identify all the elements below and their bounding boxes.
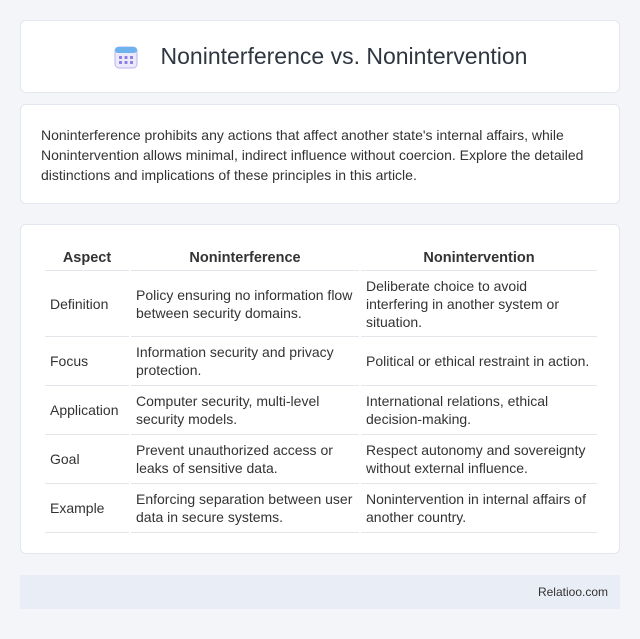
table-row xyxy=(45,271,597,337)
header-noninterference: Noninterference xyxy=(131,245,359,271)
footer xyxy=(20,575,620,609)
table-row xyxy=(45,435,597,484)
row-aspect: Example xyxy=(45,484,129,533)
row-noninterference: Policy ensuring no information flow between security domains. xyxy=(131,271,359,337)
title-card xyxy=(20,20,620,93)
row-nonintervention: Respect autonomy and sovereignty without external influence. xyxy=(361,435,597,484)
table-row xyxy=(45,386,597,435)
intro-card xyxy=(20,104,620,204)
header-aspect: Aspect xyxy=(45,245,129,271)
row-nonintervention: Nonintervention in internal affairs of another country. xyxy=(361,484,597,533)
table-header-row xyxy=(45,245,597,271)
comparison-table-card xyxy=(20,224,620,554)
row-noninterference: Computer security, multi-level security models. xyxy=(131,386,359,435)
row-aspect: Focus xyxy=(45,337,129,386)
row-noninterference: Enforcing separation between user data in secure systems. xyxy=(131,484,359,533)
header-nonintervention: Nonintervention xyxy=(361,245,597,271)
row-noninterference: Prevent unauthorized access or leaks of sensitive data. xyxy=(131,435,359,484)
row-aspect: Application xyxy=(45,386,129,435)
row-nonintervention: Political or ethical restraint in action. xyxy=(361,337,597,386)
row-noninterference: Information security and privacy protection. xyxy=(131,337,359,386)
table-row xyxy=(45,484,597,533)
row-aspect: Definition xyxy=(45,271,129,337)
page-title: Noninterference vs. Nonintervention xyxy=(160,43,528,69)
table-row xyxy=(45,337,597,386)
calendar-icon xyxy=(113,44,139,70)
footer-brand: Relatioo.com xyxy=(537,585,608,599)
row-aspect: Goal xyxy=(45,435,129,484)
row-nonintervention: Deliberate choice to avoid interfering in another system or situation. xyxy=(361,271,597,337)
intro-paragraph: Noninterference prohibits any actions that affect another state's internal affairs, while Nonintervention allows minimal, indirect influence without coercion. Explore the detailed distinctions and implications of these principles in this article. xyxy=(41,127,584,183)
comparison-table xyxy=(43,245,599,533)
row-nonintervention: International relations, ethical decision-making. xyxy=(361,386,597,435)
